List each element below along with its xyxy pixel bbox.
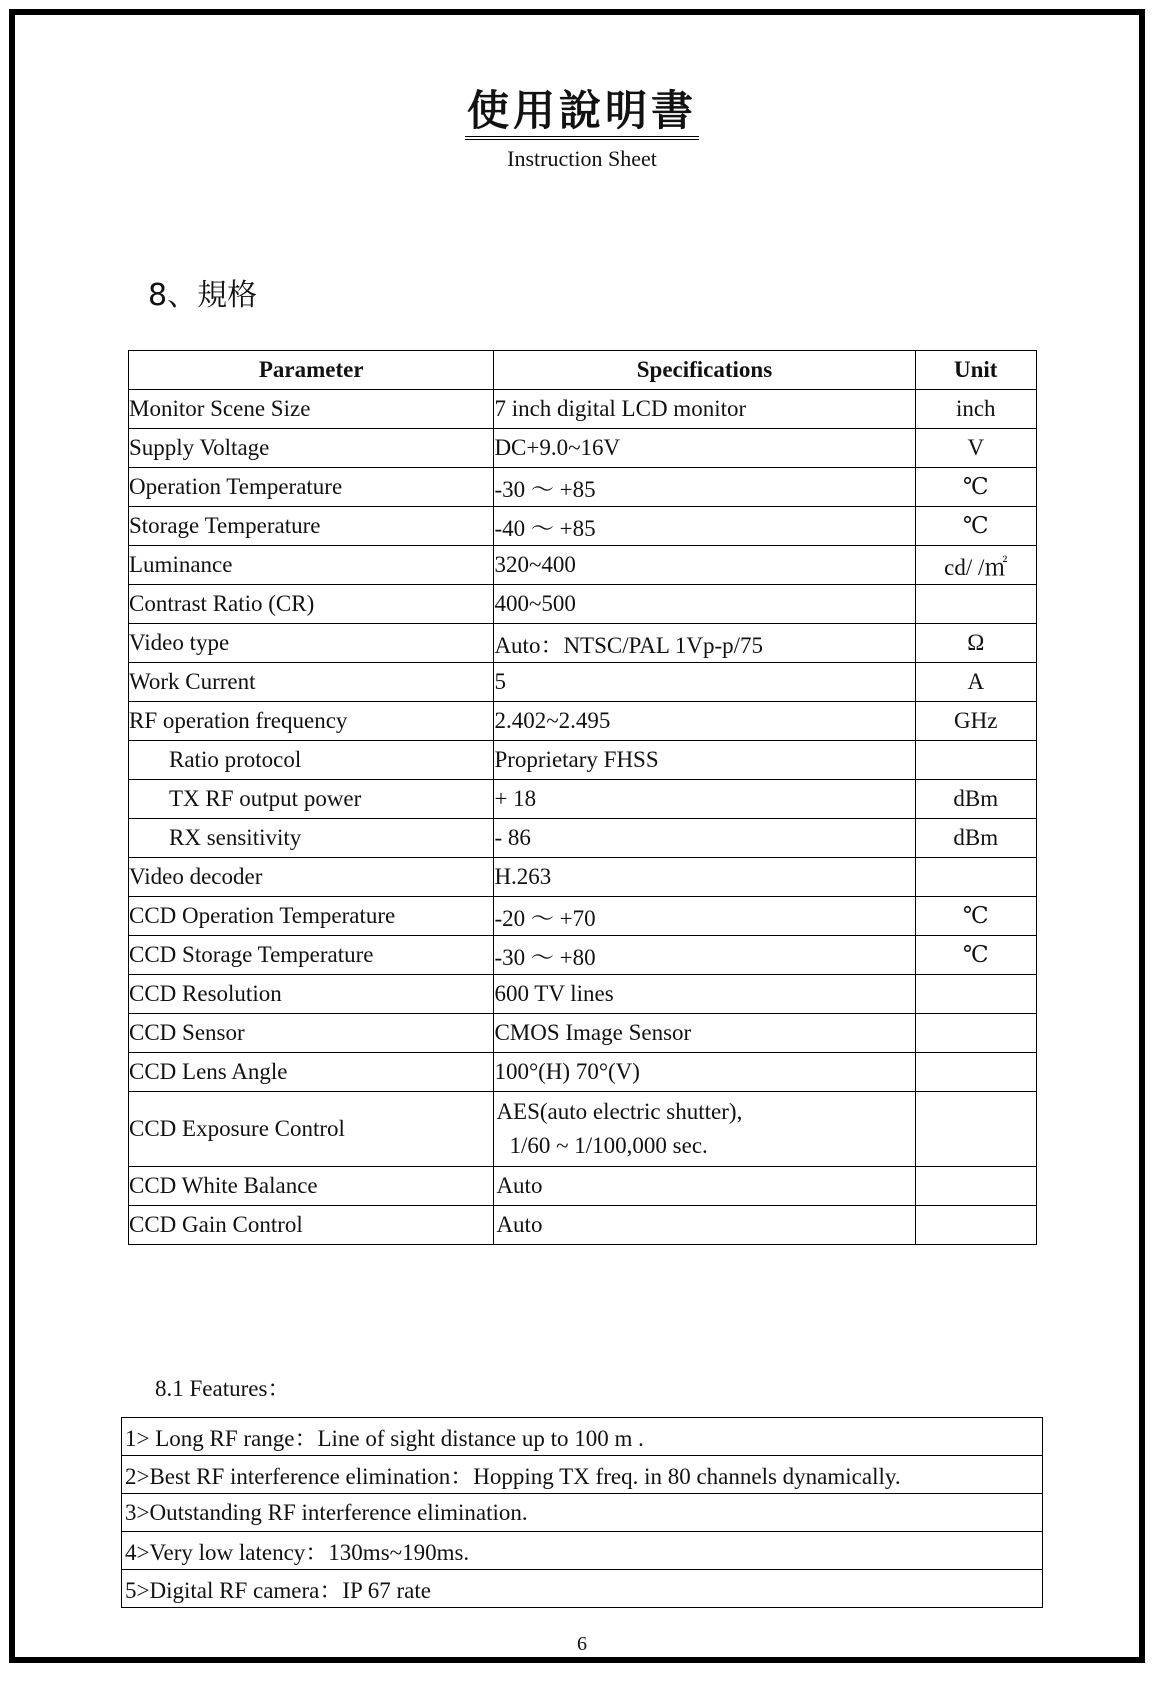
spec-cell: 320~400: [494, 546, 915, 585]
parameter-cell: Work Current: [129, 663, 494, 702]
unit-cell: [915, 858, 1037, 897]
unit-cell: [915, 1092, 1037, 1167]
spec-cell: 7 inch digital LCD monitor: [494, 390, 915, 429]
unit-cell: [915, 1014, 1037, 1053]
table-row: [129, 858, 1037, 897]
parameter-cell: Operation Temperature: [129, 468, 494, 507]
feature-text: 5>Digital RF camera：IP 67 rate: [122, 1570, 1043, 1608]
spec-cell: Proprietary FHSS: [494, 741, 915, 780]
feature-text: 1> Long RF range：Line of sight distance up to 100 m .: [122, 1418, 1043, 1456]
spec-cell: -20 ～ +70: [494, 897, 915, 936]
table-row: [129, 975, 1037, 1014]
unit-cell: ℃: [915, 936, 1037, 975]
table-row: [129, 897, 1037, 936]
parameter-cell: CCD Exposure Control: [129, 1092, 494, 1167]
spec-cell: Auto: [494, 1167, 915, 1206]
spec-cell: -30 ～ +80: [494, 936, 915, 975]
parameter-cell: Storage Temperature: [129, 507, 494, 546]
unit-cell: dBm: [915, 819, 1037, 858]
page-number: 6: [577, 1633, 587, 1655]
parameter-cell: Video type: [129, 624, 494, 663]
spec-cell: CMOS Image Sensor: [494, 1014, 915, 1053]
parameter-cell: RX sensitivity: [129, 819, 494, 858]
unit-cell: inch: [915, 390, 1037, 429]
parameter-cell: CCD Sensor: [129, 1014, 494, 1053]
table-row: [129, 390, 1037, 429]
spec-cell: 600 TV lines: [494, 975, 915, 1014]
unit-cell: ℃: [915, 507, 1037, 546]
table-row: [129, 819, 1037, 858]
unit-cell: Ω: [915, 624, 1037, 663]
document-title: [0, 86, 1164, 140]
table-header-row: [129, 351, 1037, 390]
parameter-cell: CCD Operation Temperature: [129, 897, 494, 936]
unit-cell: cd/ /㎡: [915, 546, 1037, 585]
spec-cell: 5: [494, 663, 915, 702]
table-row: [129, 780, 1037, 819]
parameter-cell: CCD Storage Temperature: [129, 936, 494, 975]
spec-cell: -40 ～ +85: [494, 507, 915, 546]
spec-cell: 400~500: [494, 585, 915, 624]
parameter-cell: RF operation frequency: [129, 702, 494, 741]
parameter-cell: Monitor Scene Size: [129, 390, 494, 429]
table-row: [129, 741, 1037, 780]
parameter-cell: Contrast Ratio (CR): [129, 585, 494, 624]
parameter-cell: CCD White Balance: [129, 1167, 494, 1206]
table-row: [129, 1167, 1037, 1206]
table-row: [129, 663, 1037, 702]
list-item: [122, 1418, 1043, 1456]
parameter-cell: CCD Resolution: [129, 975, 494, 1014]
unit-cell: GHz: [915, 702, 1037, 741]
parameter-cell: Supply Voltage: [129, 429, 494, 468]
spec-cell: - 86: [494, 819, 915, 858]
spec-cell: -30 ～ +85: [494, 468, 915, 507]
table-row: [129, 1014, 1037, 1053]
features-heading: 8.1 Features：: [155, 1376, 291, 1401]
feature-text: 2>Best RF interference elimination：Hopping TX freq. in 80 channels dynamically.: [122, 1456, 1043, 1494]
spec-cell: Auto: [494, 1206, 915, 1245]
spec-line-1: AES(auto electric shutter),: [496, 1099, 743, 1124]
table-row: [129, 624, 1037, 663]
unit-cell: ℃: [915, 468, 1037, 507]
table-row: [129, 936, 1037, 975]
table-row: [129, 546, 1037, 585]
unit-cell: ℃: [915, 897, 1037, 936]
list-item: [122, 1456, 1043, 1494]
unit-cell: [915, 1053, 1037, 1092]
spec-cell: DC+9.0~16V: [494, 429, 915, 468]
table-row: [129, 1053, 1037, 1092]
table-row: [129, 429, 1037, 468]
parameter-cell: TX RF output power: [129, 780, 494, 819]
header-parameter: Parameter: [129, 351, 494, 390]
feature-text: 4>Very low latency：130ms~190ms.: [122, 1532, 1043, 1570]
table-row: [129, 468, 1037, 507]
spec-cell: 100°(H) 70°(V): [494, 1053, 915, 1092]
unit-cell: V: [915, 429, 1037, 468]
unit-cell: [915, 741, 1037, 780]
document-subtitle: Instruction Sheet: [507, 146, 657, 171]
spec-cell: H.263: [494, 858, 915, 897]
list-item: [122, 1494, 1043, 1532]
header-unit: Unit: [915, 351, 1037, 390]
parameter-cell: CCD Lens Angle: [129, 1053, 494, 1092]
feature-text: 3>Outstanding RF interference elimination.: [122, 1494, 1043, 1532]
document-title-text: 使用說明書: [465, 88, 699, 140]
specifications-table: [128, 350, 1037, 1245]
spec-line-2: 1/60 ~ 1/100,000 sec.: [509, 1133, 708, 1158]
features-table: [121, 1417, 1043, 1608]
table-row: [129, 1206, 1037, 1245]
parameter-cell: Luminance: [129, 546, 494, 585]
spec-cell: [494, 1092, 915, 1167]
unit-cell: dBm: [915, 780, 1037, 819]
header-specifications: Specifications: [494, 351, 915, 390]
table-row: [129, 585, 1037, 624]
parameter-cell: Ratio protocol: [129, 741, 494, 780]
spec-cell: Auto：NTSC/PAL 1Vp-p/75: [494, 624, 915, 663]
unit-cell: [915, 585, 1037, 624]
parameter-cell: CCD Gain Control: [129, 1206, 494, 1245]
spec-cell: 2.402~2.495: [494, 702, 915, 741]
parameter-cell: Video decoder: [129, 858, 494, 897]
section-heading: 8、規格: [148, 278, 258, 313]
unit-cell: [915, 1206, 1037, 1245]
unit-cell: [915, 975, 1037, 1014]
unit-cell: [915, 1167, 1037, 1206]
list-item: [122, 1532, 1043, 1570]
list-item: [122, 1570, 1043, 1608]
spec-cell: + 18: [494, 780, 915, 819]
table-row: [129, 702, 1037, 741]
table-row: [129, 1092, 1037, 1167]
unit-cell: A: [915, 663, 1037, 702]
table-row: [129, 507, 1037, 546]
